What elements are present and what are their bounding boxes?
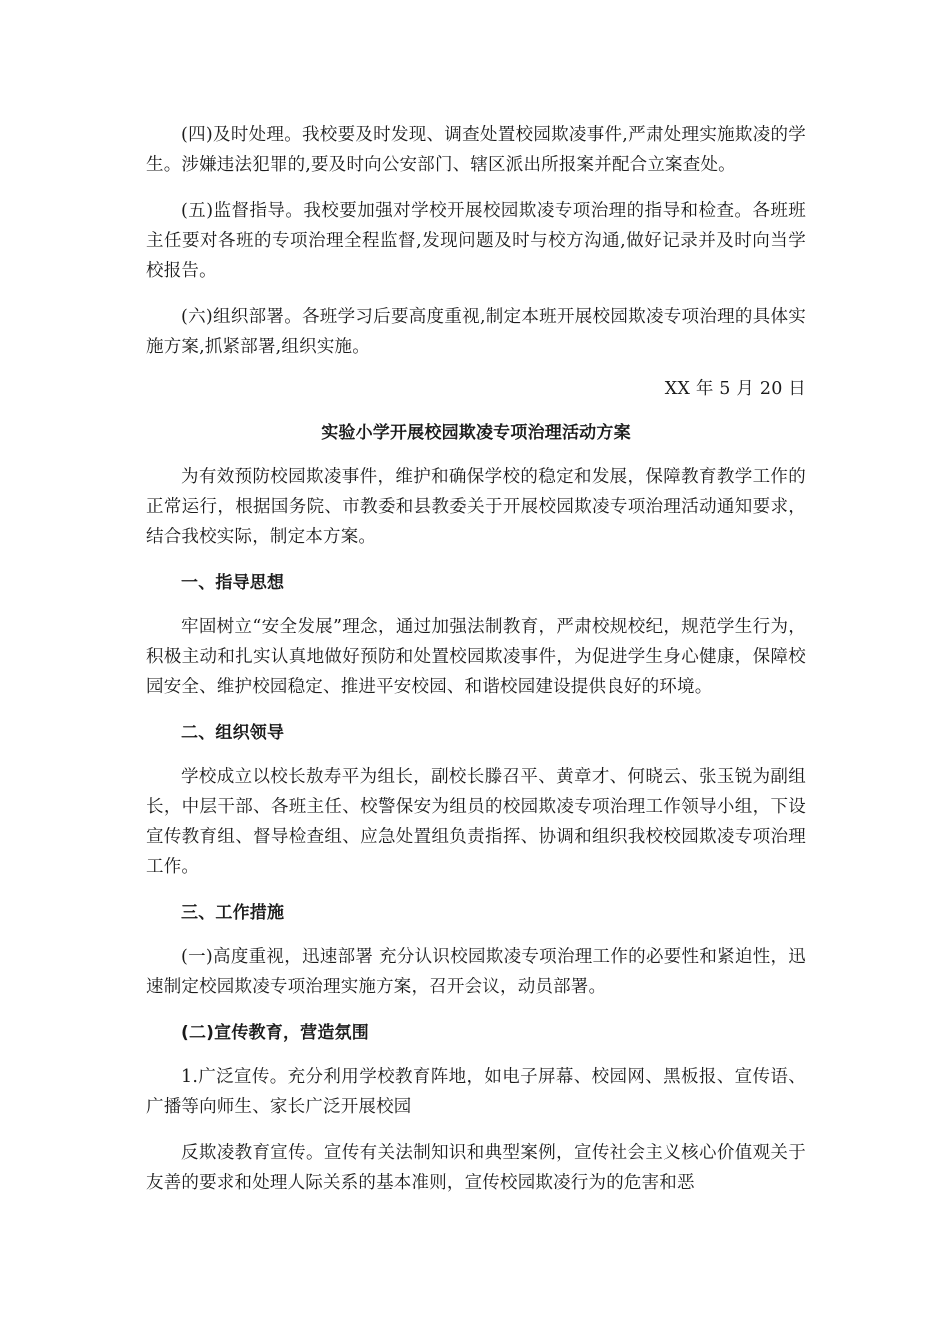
subheading-publicity-education: (二)宣传教育，营造氛围 xyxy=(181,1023,369,1043)
document-body xyxy=(146,120,806,1214)
document-title: 实验小学开展校园欺凌专项治理活动方案 xyxy=(321,423,631,443)
paragraph-measure-2-1: 1.广泛宣传。充分利用学校教育阵地，如电子屏幕、校园网、黑板报、宣传语、广播等向师生、家长广泛开展校园 xyxy=(146,1067,806,1117)
document-date: XX 年 5 月 20 日 xyxy=(664,379,806,399)
section-heading-organization-leadership: 二、组织领导 xyxy=(181,723,285,743)
paragraph-guiding-ideology: 牢固树立“安全发展”理念，通过加强法制教育，严肃校规校纪，规范学生行为，积极主动和扎实认真地做好预防和处置校园欺凌事件，为促进学生身心健康，保障校园安全、维护校园稳定、推进平安校园、和谐校园建设提供良好的环境。 xyxy=(146,617,806,697)
paragraph-intro: 为有效预防校园欺凌事件，维护和确保学校的稳定和发展，保障教育教学工作的正常运行，根据国务院、市教委和县教委关于开展校园欺凌专项治理活动通知要求，结合我校实际，制定本方案。 xyxy=(146,467,806,547)
paragraph-organization: (六)组织部署。各班学习后要高度重视,制定本班开展校园欺凌专项治理的具体实施方案,抓紧部署,组织实施。 xyxy=(146,307,806,357)
section-heading-work-measures: 三、工作措施 xyxy=(181,903,285,923)
paragraph-organization-leadership: 学校成立以校长敖寿平为组长，副校长滕召平、黄章才、何晓云、张玉锐为副组长，中层干部、各班主任、校警保安为组员的校园欺凌专项治理工作领导小组，下设宣传教育组、督导检查组、应急处置组负责指挥、协调和组织我校校园欺凌专项治理工作。 xyxy=(146,767,806,877)
paragraph-measure-1: (一)高度重视，迅速部署 充分认识校园欺凌专项治理工作的必要性和紧迫性，迅速制定校园欺凌专项治理实施方案，召开会议，动员部署。 xyxy=(146,947,806,997)
paragraph-timely-handling: (四)及时处理。我校要及时发现、调查处置校园欺凌事件,严肃处理实施欺凌的学生。涉嫌违法犯罪的,要及时向公安部门、辖区派出所报案并配合立案查处。 xyxy=(146,125,806,175)
section-heading-guiding-ideology: 一、指导思想 xyxy=(181,573,285,593)
paragraph-supervision: (五)监督指导。我校要加强对学校开展校园欺凌专项治理的指导和检查。各班班主任要对各班的专项治理全程监督,发现问题及时与校方沟通,做好记录并及时向当学校报告。 xyxy=(146,201,806,281)
paragraph-measure-2-2: 反欺凌教育宣传。宣传有关法制知识和典型案例，宣传社会主义核心价值观关于友善的要求和处理人际关系的基本准则，宣传校园欺凌行为的危害和恶 xyxy=(146,1143,806,1193)
